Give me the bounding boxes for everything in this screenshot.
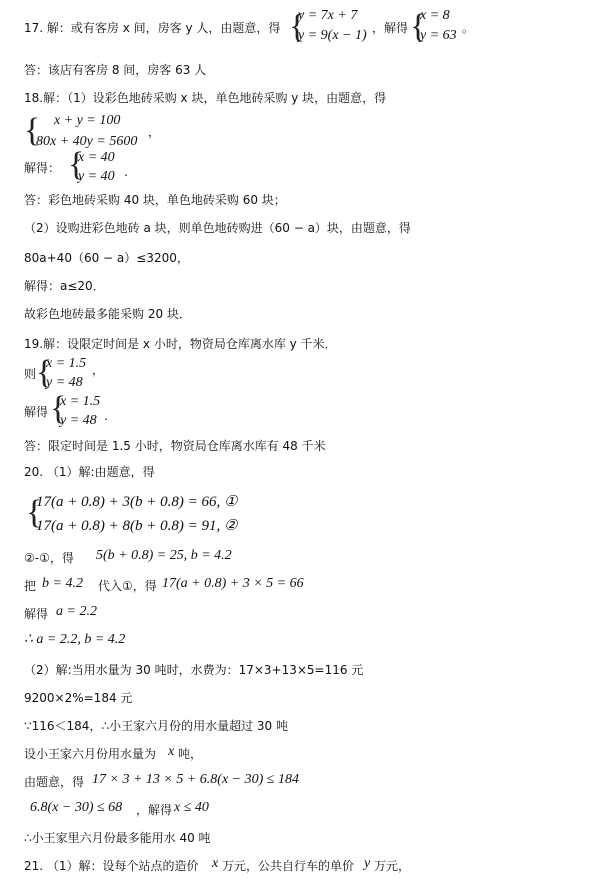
p20-cond-label: 由题意，得 [24, 775, 85, 789]
p20-let-a: 设小王家六月份用水量为 [24, 747, 157, 761]
p18-dot: . [124, 165, 128, 179]
p17-solution [420, 6, 457, 46]
p20-step1-math: 5(b + 0.8) = 25, b = 4.2 [96, 548, 232, 563]
p20-let-var: x [168, 744, 175, 759]
p17-brace-a: { [289, 8, 306, 45]
p17-system [298, 6, 367, 46]
p18-brace: { [24, 112, 41, 149]
p20-step2-label-a: 把 [24, 579, 37, 593]
p20-step3-math: a = 2.2 [56, 604, 97, 619]
p20-step2-math-b: 17(a + 0.8) + 3 × 5 = 66 [162, 576, 304, 591]
p18-eq1: x + y = 100 [54, 113, 121, 128]
p20-cond-math: 17 × 3 + 13 × 5 + 6.8(x − 30) ≤ 184 [92, 772, 299, 787]
p17-sol2: y = 63 [420, 28, 457, 43]
p20-simp-label: ，解得 [136, 803, 173, 817]
p20-since: ∵116＜184，∴小王家六月份的用水量超过 30 吨 [24, 719, 288, 733]
p21-text-b: 万元，公共自行车的单价 [222, 859, 355, 873]
p20-system [36, 490, 237, 538]
p18-answer2: 故彩色地砖最多能采购 20 块． [24, 307, 191, 321]
p20-let-b: 吨， [178, 747, 203, 761]
p18-solution-a: 解得：a≤20． [24, 279, 105, 293]
p17-answer: 答：该店有客房 8 间，房客 63 人 [24, 63, 207, 77]
p17-brace-b: { [410, 8, 427, 45]
p19-comma: ， [92, 363, 105, 377]
p19-intro: 19.解：设限定时间是 x 小时，物资局仓库离水库 y 千米． [24, 337, 337, 351]
p20-eq1: 17(a + 0.8) + 3(b + 0.8) = 66, ① [36, 494, 238, 510]
p18-part2: （2）设购进彩色地砖 a 块，则单色地砖购进（60 − a）块，由题意，得 [24, 221, 411, 235]
p17-intro: 17. 解：或有客房 x 间，房客 y 人，由题意，得 [24, 21, 281, 35]
p21-text-a: 21. （1）解：设每个站点的造价 [24, 859, 199, 873]
p17-solve-label: ，解得 [372, 21, 409, 35]
p19-brace-a: { [36, 354, 53, 391]
p18-eq2: 80x + 40y = 5600 [36, 134, 138, 149]
p17-eq2: y = 9(x − 1) [298, 28, 367, 43]
p19-solution [60, 392, 100, 430]
p19-eq2: y = 48 [46, 375, 83, 390]
p20-step1-label: ②-①，得 [24, 551, 74, 565]
p18-system [36, 110, 137, 152]
p19-sol1: x = 1.5 [60, 394, 101, 409]
p19-answer: 答：限定时间是 1.5 小时，物资局仓库离水库有 48 千米 [24, 439, 326, 453]
p17-eq1: y = 7x + 7 [298, 8, 358, 23]
p20-simp-math: 6.8(x − 30) ≤ 68 [30, 800, 123, 815]
p19-brace-b: { [50, 390, 67, 427]
p18-brace-sol: { [68, 146, 85, 183]
p19-solve-label: 解得 [24, 405, 49, 419]
p18-inequality: 80a+40（60 − a）≤3200， [24, 251, 189, 265]
p19-dot: . [104, 409, 108, 423]
p20-intro: 20. （1）解:由题意，得 [24, 465, 155, 479]
p17-end: 。 [462, 21, 475, 35]
p20-conclusion: ∴小王家里六月份最多能用水 40 吨 [24, 831, 211, 845]
p18-sol1: x = 40 [78, 150, 115, 165]
p18-solution [78, 148, 115, 186]
p20-step2-math-a: b = 4.2 [42, 576, 83, 591]
p20-simp-res: x ≤ 40 [174, 800, 209, 815]
p21-text-c: 万元， [374, 859, 411, 873]
p17-sol1: x = 8 [420, 8, 450, 23]
p19-sol2: y = 48 [60, 413, 97, 428]
p20-step2-label-b: 代入①，得 [98, 579, 157, 593]
p18-answer1: 答：彩色地砖采购 40 块，单色地砖采购 60 块； [24, 193, 286, 207]
p18-comma: ， [148, 125, 161, 139]
p21-var-x: x [212, 856, 219, 871]
p20-calc: 9200×2%=184 元 [24, 691, 133, 705]
p18-sol2: y = 40 [78, 169, 115, 184]
p21-var-y: y [364, 856, 371, 871]
p18-solve-label: 解得： [24, 161, 61, 175]
p20-eq2: 17(a + 0.8) + 8(b + 0.8) = 91, ② [36, 518, 238, 534]
p19-then: 则 [24, 367, 37, 381]
p20-part2: （2）解:当用水量为 30 吨时，水费为：17×3+13×5=116 元 [24, 663, 364, 677]
p20-brace: { [26, 494, 43, 531]
p19-eq1: x = 1.5 [46, 356, 87, 371]
p18-intro: 18.解：（1）设彩色地砖采购 x 块，单色地砖采购 y 块，由题意，得 [24, 91, 387, 105]
p20-step4: ∴ a = 2.2, b = 4.2 [24, 632, 126, 647]
p19-system [46, 354, 86, 392]
p20-step3-label: 解得 [24, 607, 49, 621]
